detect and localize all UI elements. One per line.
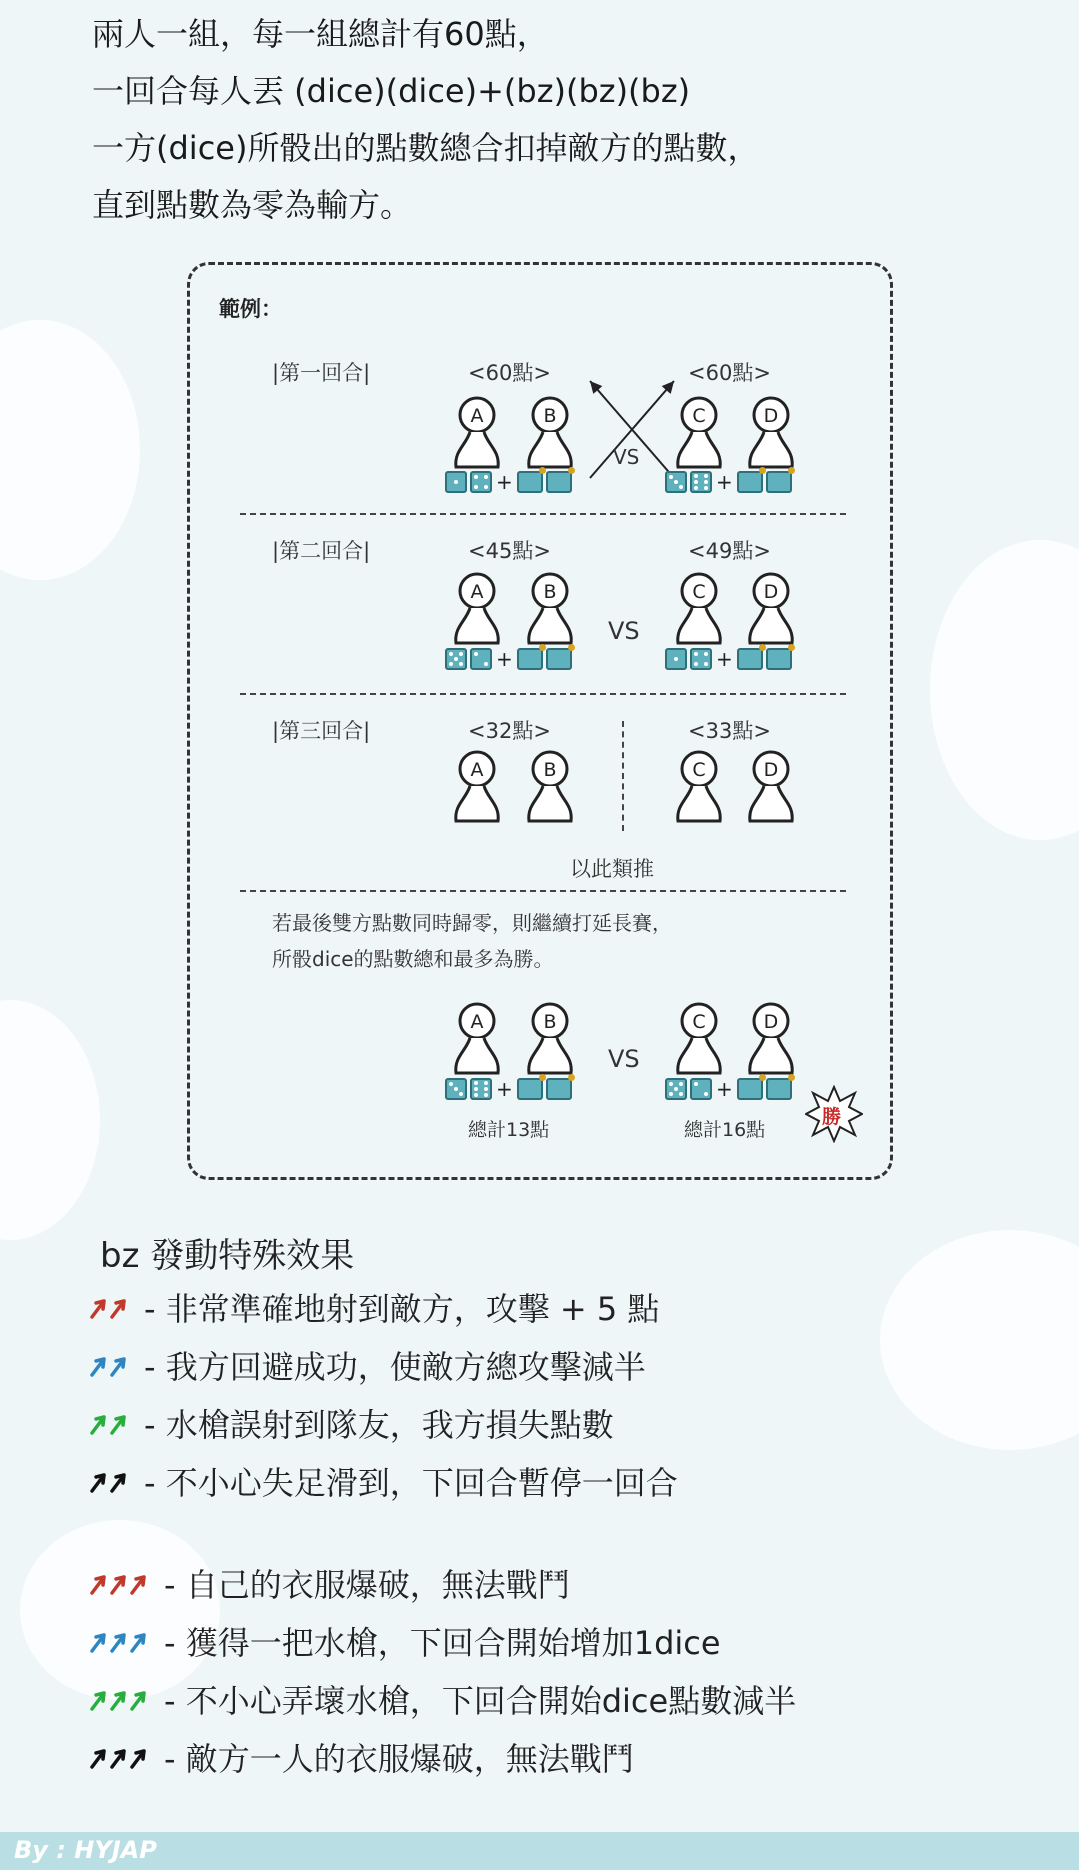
vs-label: VS [608, 1045, 640, 1073]
bz-icon [517, 1078, 543, 1100]
player-d [744, 571, 798, 649]
player-c [672, 571, 726, 649]
divider [240, 513, 846, 515]
die-icon [470, 1078, 492, 1100]
intro-text [92, 6, 759, 234]
plus-sign: + [716, 1077, 733, 1101]
player-c [672, 749, 726, 827]
tiebreak-note [272, 905, 672, 977]
win-label: 勝 [822, 1106, 842, 1128]
effect-text: - 不小心失足滑到，下回合暫停一回合 [144, 1464, 678, 1502]
example-box [187, 262, 893, 1180]
player-d [744, 749, 798, 827]
intro-line: 一回合每人丟 (dice)(dice)+(bz)(bz)(bz) [92, 72, 691, 110]
effect-text: - 非常準確地射到敵方，攻擊 + 5 點 [144, 1290, 660, 1328]
bz-icon [517, 471, 543, 493]
svg-text:D: D [763, 759, 779, 781]
svg-text:B: B [543, 581, 557, 603]
vertical-divider [622, 721, 624, 831]
svg-text:B: B [543, 405, 557, 427]
bg-blob [0, 1000, 100, 1240]
svg-text:A: A [470, 1011, 484, 1033]
bz-section-title: bz 發動特殊效果 [100, 1236, 355, 1276]
bz-icon [737, 648, 763, 670]
bz-arrows-icon [90, 1295, 130, 1319]
plus-sign: + [496, 647, 513, 671]
effect-item [90, 1342, 646, 1388]
svg-text:D: D [763, 1011, 779, 1033]
effect-item [90, 1618, 721, 1664]
die-icon [665, 1078, 687, 1100]
bz-arrows-icon [90, 1469, 130, 1493]
effect-item [90, 1734, 634, 1780]
points-right: <49點> [688, 539, 771, 563]
svg-text:D: D [763, 581, 779, 603]
points-right: <33點> [688, 719, 771, 743]
effect-item [90, 1676, 796, 1722]
svg-text:C: C [692, 759, 706, 781]
vs-label: VS [608, 617, 640, 645]
tiebreak-line: 所骰dice的點數總和最多為勝。 [272, 947, 554, 971]
bg-blob [20, 1520, 220, 1700]
die-icon [445, 1078, 467, 1100]
player-d [744, 1001, 798, 1079]
die-icon [445, 471, 467, 493]
svg-text:D: D [763, 405, 779, 427]
svg-text:A: A [470, 581, 484, 603]
tiebreak-line: 若最後雙方點數同時歸零，則繼續打延長賽， [272, 911, 672, 935]
effect-item [90, 1400, 614, 1446]
svg-text:A: A [470, 405, 484, 427]
bz-icon [546, 648, 572, 670]
player-b [523, 571, 577, 649]
die-icon [470, 648, 492, 670]
bz-icon [766, 648, 792, 670]
player-c [672, 1001, 726, 1079]
bz-arrows-icon [90, 1629, 150, 1653]
bz-arrows-icon [90, 1571, 150, 1595]
divider [240, 693, 846, 695]
bz-icon [546, 471, 572, 493]
points-left: <45點> [468, 539, 551, 563]
bg-blob [0, 320, 140, 580]
plus-sign: + [496, 470, 513, 494]
dice-group [665, 1075, 792, 1103]
points-left: <32點> [468, 719, 551, 743]
credit-text: By : HYJAP [14, 1836, 157, 1864]
effect-text: - 水槍誤射到隊友，我方損失點數 [144, 1406, 614, 1444]
svg-text:A: A [470, 759, 484, 781]
bz-arrows-icon [90, 1745, 150, 1769]
bz-icon [766, 1078, 792, 1100]
effect-text: - 敵方一人的衣服爆破，無法戰鬥 [164, 1740, 634, 1778]
bg-blob [930, 540, 1079, 840]
intro-line: 直到點數為零為輸方。 [92, 186, 413, 224]
player-a [450, 395, 504, 473]
plus-sign: + [716, 647, 733, 671]
example-title: 範例： [219, 297, 282, 321]
bz-arrows-icon [90, 1687, 150, 1711]
player-d [744, 395, 798, 473]
bz-arrows-icon [90, 1411, 130, 1435]
bz-icon [737, 471, 763, 493]
die-icon [690, 648, 712, 670]
player-a [450, 749, 504, 827]
die-icon [445, 648, 467, 670]
svg-text:B: B [543, 759, 557, 781]
die-icon [690, 1078, 712, 1100]
effect-item [90, 1284, 659, 1330]
divider [240, 890, 846, 892]
effect-text: - 我方回避成功，使敵方總攻擊減半 [144, 1348, 646, 1386]
bg-blob [880, 1230, 1079, 1450]
points-right: <60點> [688, 361, 771, 385]
vs-label: VS [613, 445, 640, 469]
bz-icon [737, 1078, 763, 1100]
round-label: |第二回合| [272, 539, 371, 563]
player-b [523, 749, 577, 827]
plus-sign: + [496, 1077, 513, 1101]
player-b [523, 395, 577, 473]
effect-text: - 獲得一把水槍，下回合開始增加1dice [164, 1624, 721, 1662]
effect-item [90, 1458, 678, 1504]
plus-sign: + [716, 470, 733, 494]
player-a [450, 1001, 504, 1079]
die-icon [690, 471, 712, 493]
round-label: |第三回合| [272, 719, 371, 743]
total-right: 總計16點 [684, 1119, 766, 1141]
die-icon [470, 471, 492, 493]
dice-group [445, 645, 572, 673]
dice-group [445, 468, 572, 496]
bz-icon [766, 471, 792, 493]
round-label: |第一回合| [272, 361, 371, 385]
total-left: 總計13點 [468, 1119, 550, 1141]
svg-text:C: C [692, 1011, 706, 1033]
bz-icon [517, 648, 543, 670]
die-icon [665, 648, 687, 670]
intro-line: 一方(dice)所骰出的點數總合扣掉敵方的點數， [92, 129, 760, 167]
svg-text:C: C [692, 405, 706, 427]
footer [0, 1832, 1079, 1870]
effect-text: - 不小心弄壞水槍，下回合開始dice點數減半 [164, 1682, 797, 1720]
dice-group [665, 645, 792, 673]
player-b [523, 1001, 577, 1079]
intro-line: 兩人一組，每一組總計有60點， [92, 15, 549, 53]
effect-text: - 自己的衣服爆破，無法戰鬥 [164, 1566, 570, 1604]
points-left: <60點> [468, 361, 551, 385]
svg-text:B: B [543, 1011, 557, 1033]
die-icon [665, 471, 687, 493]
bz-icon [546, 1078, 572, 1100]
effect-item [90, 1560, 570, 1606]
svg-text:C: C [692, 581, 706, 603]
bz-arrows-icon [90, 1353, 130, 1377]
dice-group [445, 1075, 572, 1103]
continue-note: 以此類推 [570, 857, 654, 881]
player-a [450, 571, 504, 649]
dice-group [665, 468, 792, 496]
win-burst-icon [805, 1085, 863, 1143]
